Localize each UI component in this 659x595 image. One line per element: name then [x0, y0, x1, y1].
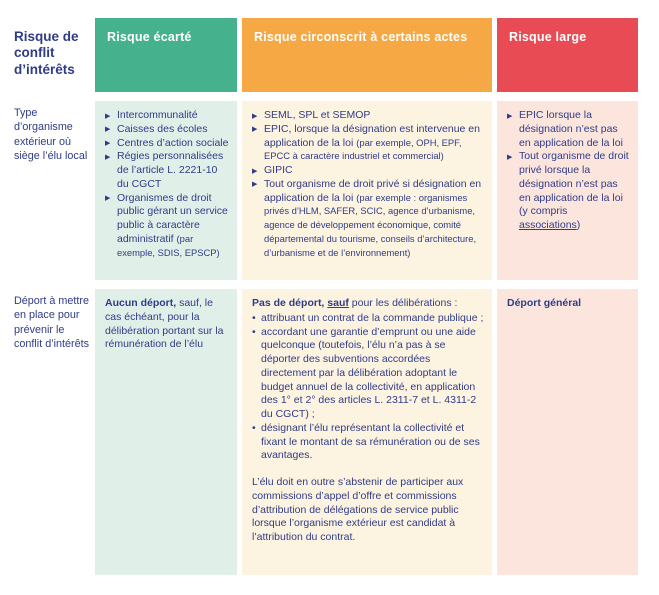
item-after-text: ) [576, 219, 581, 231]
list-item [252, 178, 484, 261]
item-main-text: Tout organisme de droit privé si désignation en application de la loi [264, 177, 482, 204]
list-item [252, 123, 484, 164]
list-item [105, 192, 229, 261]
list-item [252, 422, 484, 463]
item-text: Régies personnalisées de l’article L. 2221-10 du CGCT [117, 150, 224, 190]
item-text: attribuant un contrat de la commande publique ; [261, 311, 484, 324]
deport-circonscrit-list [252, 312, 484, 463]
arrow-bullet-icon: ▶ [105, 112, 111, 120]
list-item [507, 109, 630, 150]
item-small-text: (par exemple, SDIS, EPSCP) [117, 232, 220, 258]
item-text: accordant une garantie d’emprunt ou une aide quelconque (toutefois, l’élu n’a pas à se déporter des subventions accordées directement par la délibération adoptant le budget annuel de la collectivité, en application des 1° et 2° des articles L. 2311-7 et L. 4311-2 du CGCT) ; [261, 325, 477, 420]
dot-bullet-icon: • [252, 421, 256, 434]
item-text: Centres d’action sociale [117, 136, 229, 149]
list-item [105, 109, 229, 123]
intro-underlined: sauf [327, 297, 349, 309]
deport-large-bold: Déport général [507, 297, 582, 309]
item-main-text: Tout organisme de droit privé lorsque la désignation n’est pas en application de la loi (y compris [519, 150, 629, 218]
list-item [105, 123, 229, 137]
table-title: Risque de conflit d’intérêts [14, 29, 79, 77]
arrow-bullet-icon: ▶ [105, 153, 111, 161]
item-text [264, 178, 484, 261]
dot-bullet-icon: • [252, 325, 256, 338]
intro-rest: pour les délibérations : [348, 297, 458, 309]
deport-ecarte-bold: Aucun déport, [105, 297, 180, 309]
arrow-bullet-icon: ▶ [507, 112, 513, 120]
cell-organisme-risque-large [497, 101, 638, 280]
list-item [105, 150, 229, 191]
item-underlined-text: associations [519, 219, 577, 231]
organisme-circonscrit-list [252, 109, 484, 260]
list-item [252, 326, 484, 422]
arrow-bullet-icon: ▶ [105, 195, 111, 202]
item-text: Intercommunalité [117, 109, 198, 121]
arrow-bullet-icon: ▶ [507, 153, 513, 161]
item-text [519, 150, 630, 233]
column-header-risque-large: Risque large [497, 18, 638, 92]
deport-ecarte-rest: sauf, le cas échéant, pour la délibération portant sur la rémunération de l’élu [105, 297, 224, 351]
column-header-risque-ecarte: Risque écarté [95, 18, 237, 92]
arrow-bullet-icon: ▶ [252, 126, 258, 134]
item-main-text: EPIC, lorsque la désignation est intervenue en application de la loi [264, 122, 480, 149]
item-text: Caisses des écoles [117, 122, 208, 135]
organisme-large-list [507, 109, 630, 233]
dot-bullet-icon: • [252, 311, 256, 324]
deport-circonscrit-intro [252, 297, 484, 311]
item-small-text: (par exemple : organismes privés d’HLM, SAFER, SCIC, agence d’urbanisme, agence de développement économique, comité départemental du tourisme, conseils d’architecture, d’urbanisme et de l’environnement) [264, 191, 477, 258]
intro-bold: Pas de déport, [252, 297, 328, 309]
cell-organisme-risque-ecarte [95, 101, 237, 280]
cell-organisme-risque-circonscrit [242, 101, 492, 280]
item-text [264, 123, 484, 164]
list-item [252, 312, 484, 326]
deport-circonscrit-outro: L’élu doit en outre s’abstenir de participer aux commissions d’appel d’offre et commissions d’attribution de délégations de service public lorsque l’organisme extérieur est candidat à l’attribution du contrat. [252, 476, 464, 543]
list-item [105, 137, 229, 151]
item-text: GIPIC [264, 164, 293, 176]
organisme-ecarte-list [105, 109, 229, 260]
item-main-text: Organismes de droit public gérant un service public à caractère administratif [117, 191, 228, 245]
arrow-bullet-icon: ▶ [105, 140, 111, 147]
list-item [507, 150, 630, 233]
row-label-organisme-type: Type d’organisme extérieur où siège l’élu local [14, 107, 88, 162]
row-label-deport: Déport à mettre en place pour prévenir le conflit d’intérêts [14, 295, 90, 350]
item-small-text: (par exemple, OPH, EPF, EPCC à caractère industriel et commercial) [264, 136, 462, 162]
deport-ecarte-text [105, 297, 229, 352]
deport-large-text [507, 297, 630, 311]
cell-deport-risque-large [497, 289, 638, 575]
item-text: SEML, SPL et SEMOP [264, 109, 371, 121]
cell-deport-risque-circonscrit [242, 289, 492, 575]
arrow-bullet-icon: ▶ [252, 112, 258, 120]
arrow-bullet-icon: ▶ [252, 167, 258, 175]
item-text [117, 192, 229, 261]
arrow-bullet-icon: ▶ [105, 126, 111, 134]
item-text: désignant l’élu représentant la collectivité et fixant le montant de sa rémunération ou de ses avantages. [261, 421, 480, 462]
list-item [252, 109, 484, 123]
list-item [252, 164, 484, 178]
column-header-risque-circonscrit: Risque circonscrit à certains actes [242, 18, 492, 92]
arrow-bullet-icon: ▶ [252, 181, 258, 189]
item-text: EPIC lorsque la désignation n’est pas en application de la loi [519, 109, 623, 149]
cell-deport-risque-ecarte [95, 289, 237, 575]
